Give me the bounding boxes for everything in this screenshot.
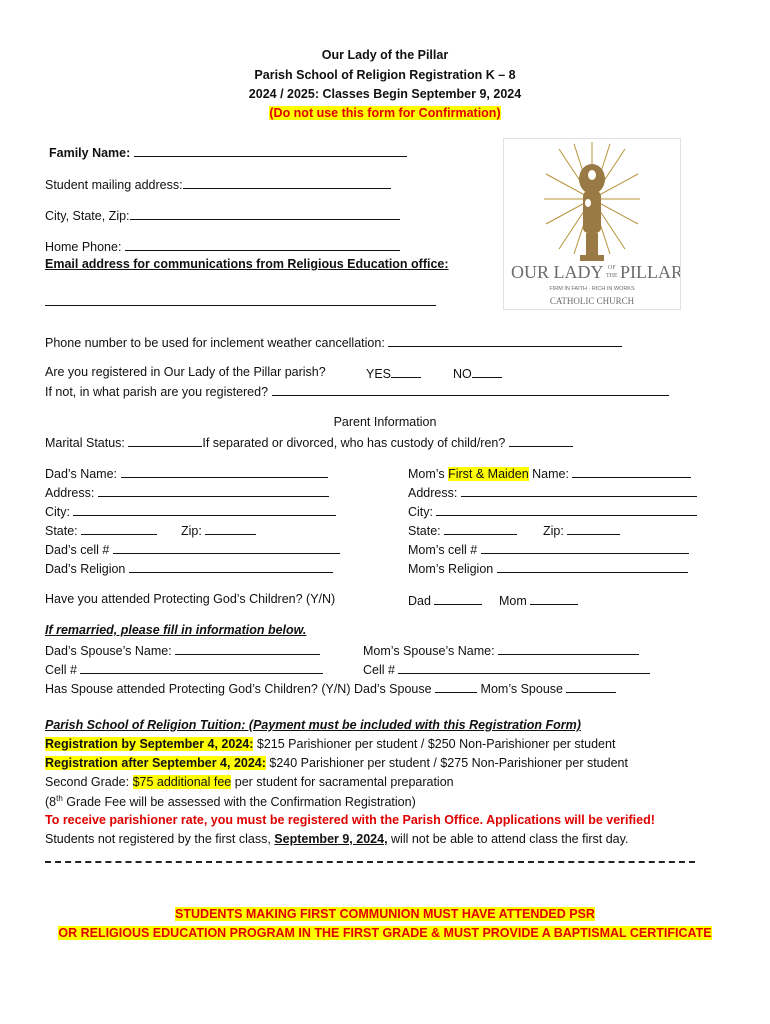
dad-state-label: State: [45, 524, 78, 538]
city-state-zip-line[interactable] [130, 207, 400, 220]
spouse-pgc-question: Has Spouse attended Protecting God’s Children? (Y/N) Dad’s Spouse [45, 682, 432, 696]
mom-spouse-cell-field[interactable] [363, 661, 650, 677]
dad-name-field[interactable] [45, 465, 328, 481]
confirmation-notice: (Do not use this form for Confirmation) [269, 106, 501, 120]
home-phone-field[interactable] [45, 238, 400, 254]
mailing-address-field[interactable] [45, 176, 391, 192]
tuition-late [45, 756, 628, 770]
parent-info-heading: Parent Information [333, 415, 437, 429]
dad-name-line[interactable] [121, 465, 328, 478]
pgc-question: Have you attended Protecting God’s Children? (Y/N) [45, 592, 336, 606]
second-grade-pre: Second Grade: [45, 775, 133, 789]
dad-address-field[interactable] [45, 484, 329, 500]
email-label: Email address for communications from Religious Education office: [45, 257, 449, 271]
inclement-phone-field[interactable] [45, 334, 622, 350]
mom-religion-label: Mom’s Religion [408, 562, 494, 576]
family-name-field[interactable] [49, 144, 407, 160]
eighth-grade-note [45, 794, 416, 809]
dad-city-field[interactable] [45, 503, 336, 519]
marital-status-field[interactable] [45, 434, 573, 450]
mailing-address-label: Student mailing address: [45, 178, 183, 192]
custody-label: If separated or divorced, who has custody of child/ren? [202, 436, 506, 450]
dad-spouse-field[interactable] [45, 642, 320, 658]
mom-name-post: Name: [532, 467, 569, 481]
pgc-dad-field[interactable] [408, 592, 482, 608]
city-state-zip-label: City, State, Zip: [45, 209, 130, 223]
mom-cell-field[interactable] [408, 541, 689, 557]
first-class-post: will not be able to attend class the first day. [387, 832, 629, 846]
spouse-pgc-mom-label: Mom’s Spouse [480, 682, 563, 696]
mom-zip-line[interactable] [567, 522, 620, 535]
mom-name-field[interactable] [408, 465, 691, 481]
madonna-pillar-emblem [504, 139, 680, 309]
parishioner-warning: To receive parishioner rate, you must be registered with the Parish Office. Applications will be verified! [45, 813, 655, 827]
logo-name-left: OUR LADY [511, 262, 604, 282]
inclement-phone-label: Phone number to be used for inclement weather cancellation: [45, 336, 385, 350]
cut-line-divider [45, 861, 695, 863]
eighth-grade-sup: th [56, 794, 63, 803]
first-class-date: September 9, 2024, [274, 832, 388, 846]
logo-name-the: THE [606, 273, 618, 279]
marital-status-line[interactable] [128, 434, 202, 447]
mom-city-field[interactable] [408, 503, 697, 519]
footer-line-1-wrap [0, 907, 770, 921]
first-class-pre: Students not registered by the first class, [45, 832, 275, 846]
tuition-early-text: $215 Parishioner per student / $250 Non-Parishioner per student [253, 737, 616, 751]
mom-address-line[interactable] [461, 484, 697, 497]
email-line[interactable] [45, 293, 436, 306]
marital-status-label: Marital Status: [45, 436, 125, 450]
spouse-pgc-field[interactable] [45, 680, 616, 696]
mom-spouse-cell-label: Cell # [363, 663, 395, 677]
tuition-late-label: Registration after September 4, 2024: [45, 756, 266, 770]
pgc-mom-field[interactable] [499, 592, 578, 608]
second-grade-fee [45, 775, 454, 789]
mom-cell-label: Mom’s cell # [408, 543, 478, 557]
mom-zip-label: Zip: [543, 524, 564, 538]
pgc-dad-label: Dad [408, 594, 431, 608]
yes-label: YES [366, 367, 392, 381]
dad-religion-field[interactable] [45, 560, 333, 576]
home-phone-label: Home Phone: [45, 240, 122, 254]
mom-name-pre: Mom’s [408, 467, 445, 481]
mom-spouse-field[interactable] [363, 642, 639, 658]
dad-religion-label: Dad’s Religion [45, 562, 126, 576]
other-parish-field[interactable] [45, 383, 669, 399]
family-name-label: Family Name: [49, 146, 131, 160]
dad-spouse-line[interactable] [175, 642, 320, 655]
eighth-grade-pre: (8 [45, 795, 57, 810]
email-field[interactable] [45, 293, 436, 309]
no-field[interactable] [453, 365, 502, 381]
dad-address-line[interactable] [98, 484, 329, 497]
logo-motto: FIRM IN FAITH · RICH IN WORKS [549, 286, 635, 292]
no-line[interactable] [472, 365, 502, 378]
second-grade-highlight: $75 additional fee [132, 775, 232, 789]
other-parish-line[interactable] [272, 383, 669, 396]
mom-cell-line[interactable] [481, 541, 689, 554]
city-state-zip-field[interactable] [45, 207, 400, 223]
eighth-grade-post: Grade Fee will be assessed with the Confirmation Registration) [62, 795, 416, 810]
mailing-address-line[interactable] [183, 176, 391, 189]
mom-address-field[interactable] [408, 484, 697, 500]
custody-line[interactable] [509, 434, 573, 447]
title-line-3: 2024 / 2025: Classes Begin September 9, 2024 [248, 87, 522, 101]
parish-logo [503, 138, 681, 310]
dad-zip-line[interactable] [205, 522, 256, 535]
other-parish-label: If not, in what parish are you registered? [45, 385, 269, 399]
dad-cell-line[interactable] [113, 541, 340, 554]
mom-name-highlight: First & Maiden [448, 467, 529, 481]
mom-state-field[interactable] [408, 522, 517, 538]
dad-state-line[interactable] [81, 522, 157, 535]
second-grade-post: per student for sacramental preparation [231, 775, 454, 789]
title-line-2: Parish School of Religion Registration K – 8 [254, 68, 516, 82]
dad-spouse-cell-field[interactable] [45, 661, 323, 677]
dad-address-label: Address: [45, 486, 95, 500]
dad-cell-label: Dad’s cell # [45, 543, 110, 557]
dad-zip-label: Zip: [181, 524, 202, 538]
tuition-early [45, 737, 615, 751]
remarried-heading: If remarried, please fill in information below. [45, 623, 307, 637]
yes-field[interactable] [366, 365, 421, 381]
logo-name-right: PILLAR [620, 262, 680, 282]
pgc-mom-label: Mom [499, 594, 527, 608]
footer-line-2: OR RELIGIOUS EDUCATION PROGRAM IN THE FIRST GRADE & MUST PROVIDE A BAPTISMAL CERTIFICATE [58, 926, 712, 940]
no-label: NO [453, 367, 472, 381]
mom-spouse-line[interactable] [498, 642, 639, 655]
mom-address-label: Address: [408, 486, 458, 500]
dad-spouse-cell-label: Cell # [45, 663, 77, 677]
dad-religion-line[interactable] [129, 560, 333, 573]
mom-zip-field[interactable] [543, 522, 620, 538]
mom-city-line[interactable] [436, 503, 697, 516]
pgc-mom-line[interactable] [530, 592, 578, 605]
dad-zip-field[interactable] [181, 522, 256, 538]
mom-state-line[interactable] [444, 522, 517, 535]
dad-city-line[interactable] [73, 503, 336, 516]
title-warning [0, 106, 770, 120]
spouse-pgc-mom-line[interactable] [566, 680, 616, 693]
tuition-heading: Parish School of Religion Tuition: (Payment must be included with this Registration Form) [45, 718, 581, 732]
footer-line-2-wrap [0, 926, 770, 940]
mom-state-label: State: [408, 524, 441, 538]
mom-spouse-cell-line[interactable] [398, 661, 650, 674]
family-name-line[interactable] [134, 144, 407, 157]
dad-spouse-label: Dad’s Spouse’s Name: [45, 644, 172, 658]
title-line-1: Our Lady of the Pillar [321, 48, 449, 62]
first-class-note [45, 832, 628, 846]
mom-religion-field[interactable] [408, 560, 688, 576]
dad-spouse-cell-line[interactable] [80, 661, 323, 674]
pgc-dad-line[interactable] [434, 592, 482, 605]
spouse-pgc-dad-line[interactable] [435, 680, 477, 693]
dad-city-label: City: [45, 505, 70, 519]
dad-state-field[interactable] [45, 522, 157, 538]
logo-church: CATHOLIC CHURCH [549, 296, 635, 306]
mom-spouse-label: Mom’s Spouse’s Name: [363, 644, 495, 658]
registered-question: Are you registered in Our Lady of the Pillar parish? [45, 365, 326, 379]
mom-city-label: City: [408, 505, 433, 519]
yes-line[interactable] [391, 365, 421, 378]
dad-cell-field[interactable] [45, 541, 340, 557]
inclement-phone-line[interactable] [388, 334, 622, 347]
logo-name-of: OF [608, 265, 616, 271]
dad-name-label: Dad’s Name: [45, 467, 118, 481]
home-phone-line[interactable] [125, 238, 400, 251]
mom-religion-line[interactable] [497, 560, 688, 573]
tuition-late-text: $240 Parishioner per student / $275 Non-Parishioner per student [265, 756, 628, 770]
footer-line-1: STUDENTS MAKING FIRST COMMUNION MUST HAVE ATTENDED PSR [175, 907, 595, 921]
mom-name-line[interactable] [572, 465, 691, 478]
tuition-early-label: Registration by September 4, 2024: [45, 737, 254, 751]
